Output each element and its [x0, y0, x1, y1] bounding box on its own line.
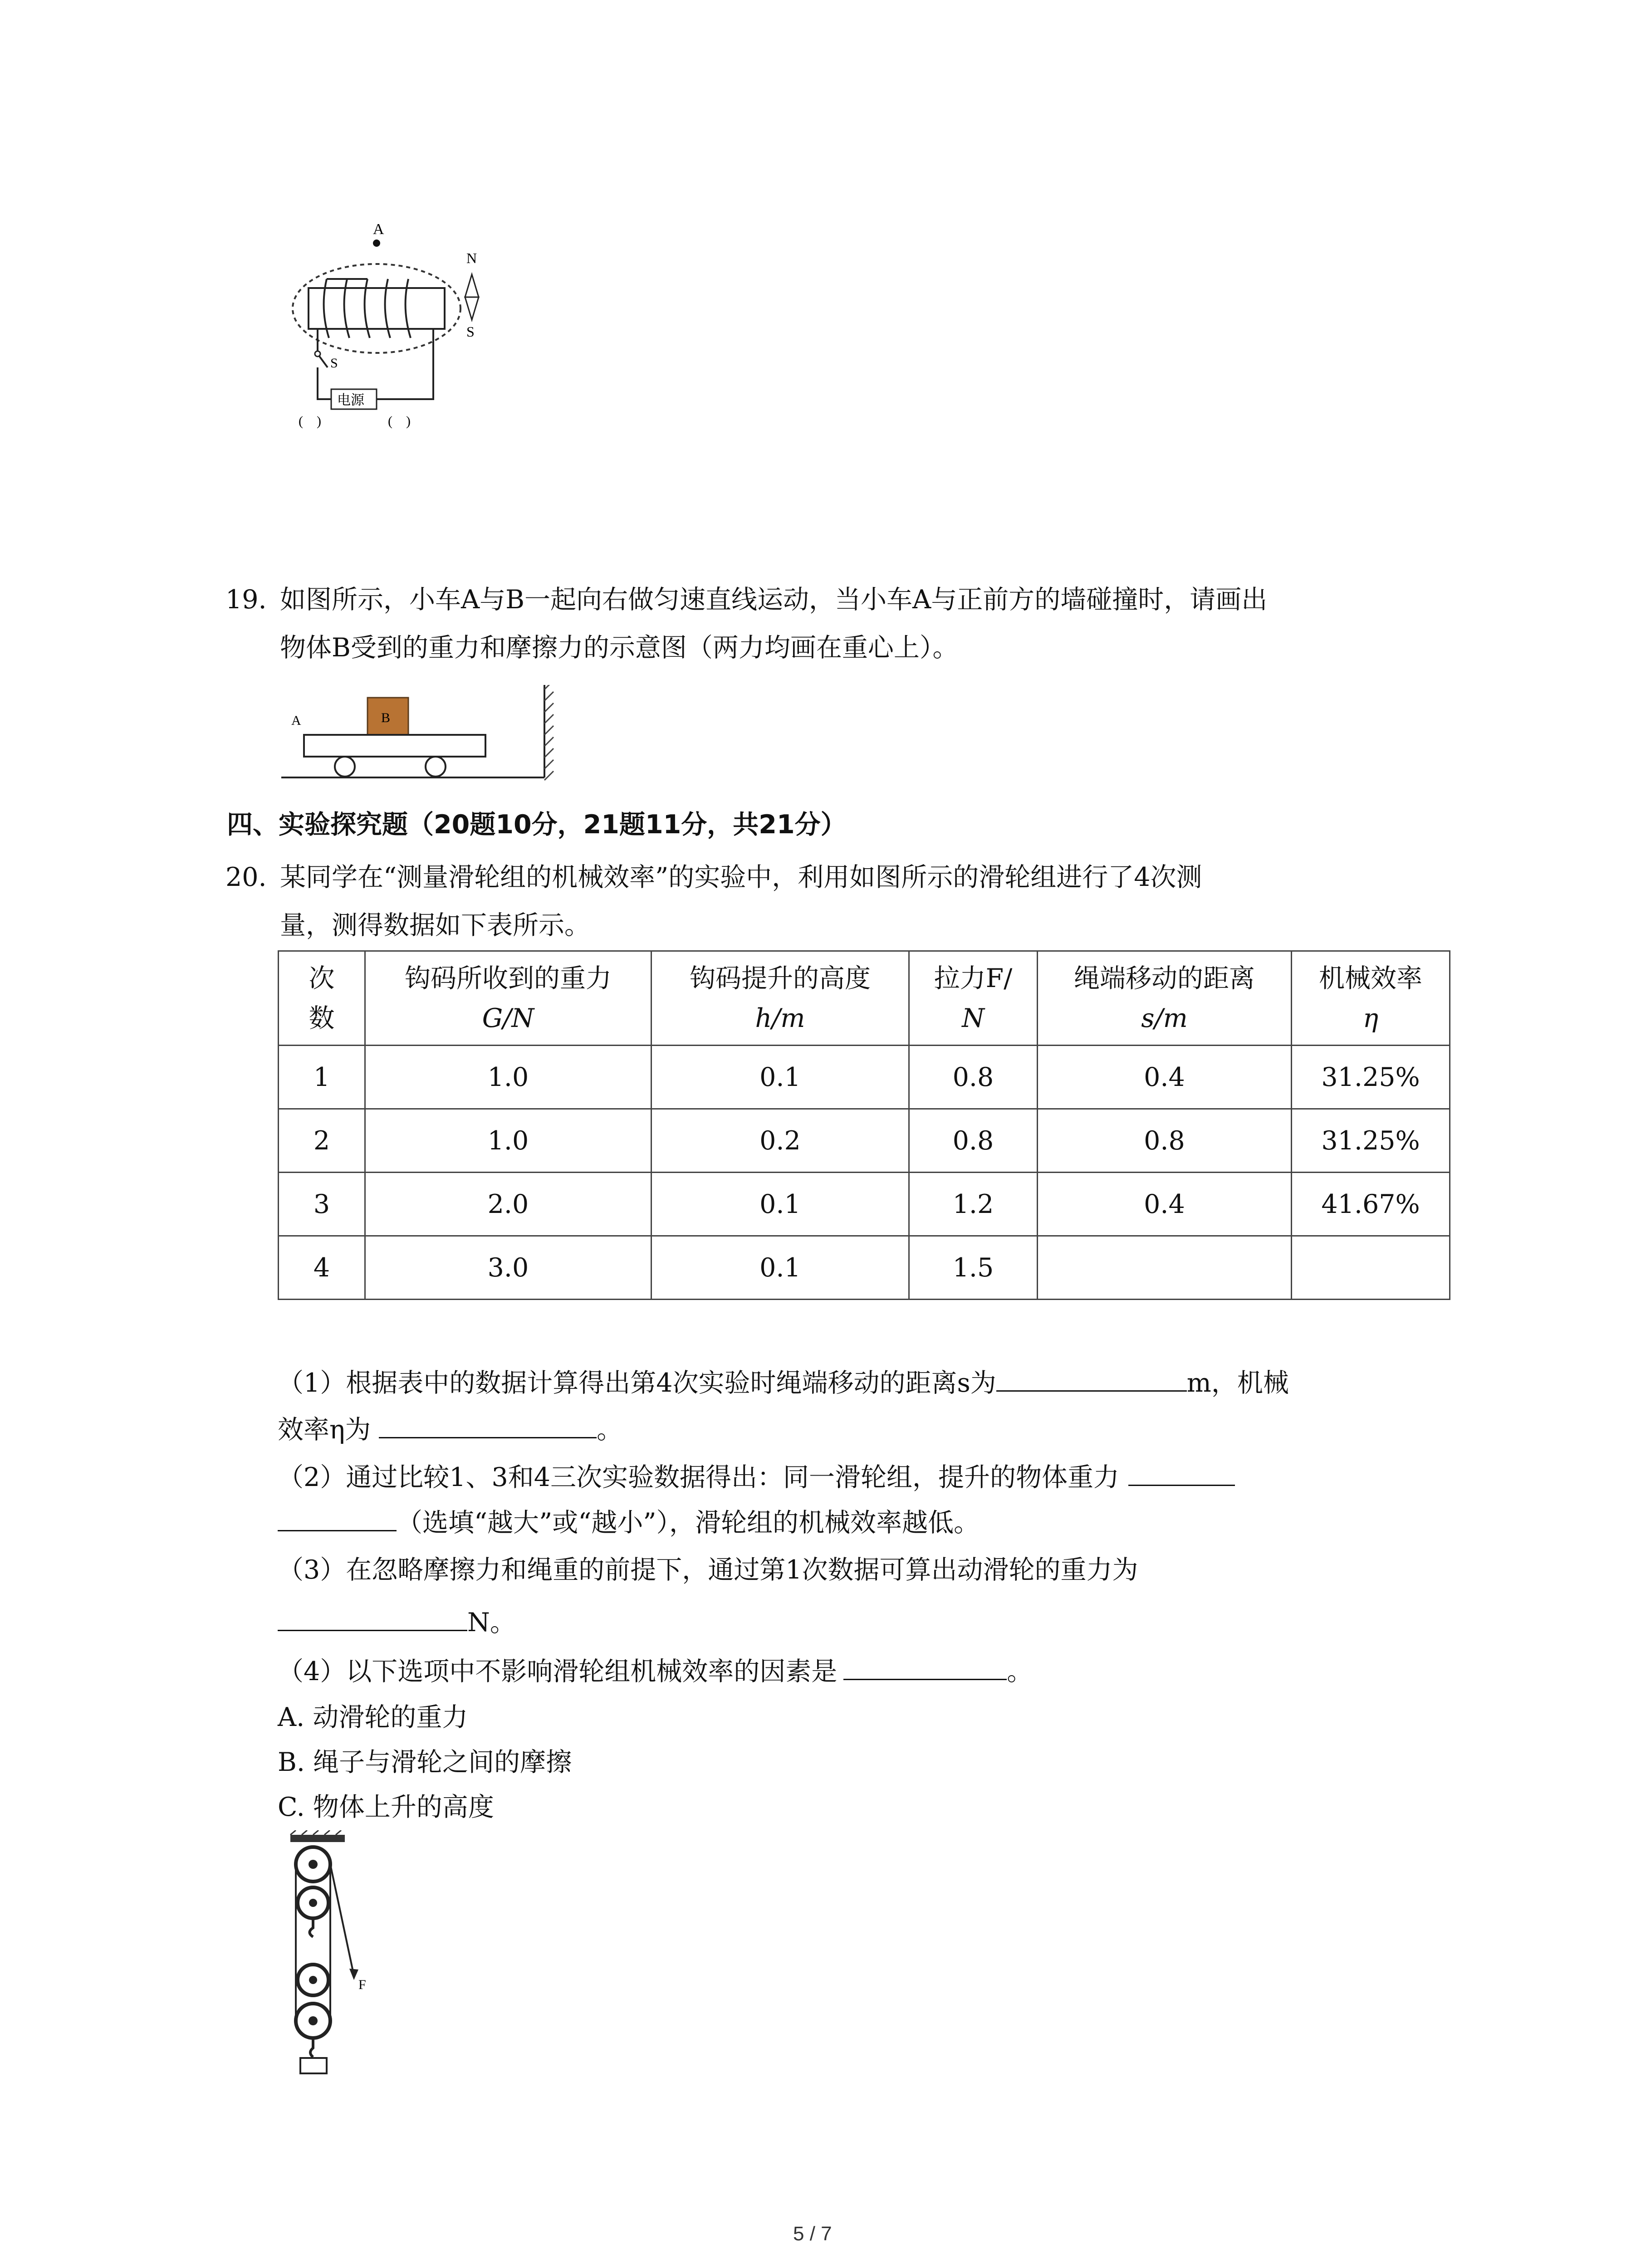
sub2-text: （2）通过比较1、3和4三次实验数据得出：同一滑轮组，提升的物体重力: [278, 1462, 1120, 1492]
electromagnet-figure: [272, 218, 526, 435]
q20-number: 20.: [225, 862, 267, 892]
table-header-row: [279, 951, 1450, 1046]
answer-blank-factor[interactable]: [843, 1647, 1007, 1680]
q20-line2: 量，测得数据如下表所示。: [280, 910, 590, 940]
option-c: C. 物体上升的高度: [278, 1792, 494, 1822]
power-label: 电源: [337, 392, 364, 408]
sub3-unit: N。: [467, 1608, 516, 1637]
q19-number: 19.: [225, 585, 267, 615]
table-cell: 0.4: [1038, 1046, 1292, 1109]
sub1-text: （1）根据表中的数据计算得出第4次实验时绳端移动的距离s为: [278, 1368, 996, 1398]
table-cell: 1.0: [365, 1046, 652, 1109]
sub4-text: （4）以下选项中不影响滑轮组机械效率的因素是: [278, 1657, 838, 1686]
table-cell: 1.2: [909, 1173, 1038, 1236]
q20-sub2-line1: [278, 1453, 1235, 1500]
table-cell: 1: [279, 1046, 365, 1109]
answer-blank-pulley-weight[interactable]: [278, 1598, 467, 1631]
label-a: A: [373, 221, 384, 238]
table-row: [279, 1109, 1450, 1173]
q20-sub1-line2: [278, 1405, 622, 1452]
sub4-end: 。: [1007, 1657, 1033, 1686]
table-cell: [1038, 1236, 1292, 1300]
sub1-unit: m，机械: [1186, 1368, 1289, 1398]
table-row: [279, 1236, 1450, 1300]
answer-blank-weight-a[interactable]: [1128, 1453, 1235, 1486]
q19-line1: 如图所示，小车A与B一起向右做匀速直线运动，当小车A与正前方的墙碰撞时，请画出: [280, 585, 1268, 615]
option-a: A. 动滑轮的重力: [278, 1702, 468, 1732]
header-cell-efficiency: 机械效率 η: [1292, 951, 1450, 1046]
sub1-end: 。: [597, 1415, 623, 1445]
q20-sub2-line2: [278, 1498, 980, 1545]
q19-line2: 物体B受到的重力和摩擦力的示意图（两力均画在重心上）。: [280, 633, 959, 663]
header-cell-force: 拉力F/ N: [909, 951, 1038, 1046]
table-cell: 3.0: [365, 1236, 652, 1300]
q20-sub1-line1: [278, 1359, 1289, 1406]
table-cell: 1.5: [909, 1236, 1038, 1300]
section-4-title: 四、实验探究题（20题10分，21题11分，共21分）: [227, 810, 847, 840]
table-cell: [1292, 1236, 1450, 1300]
answer-blank-weight-b[interactable]: [278, 1498, 397, 1531]
label-n: N: [466, 250, 477, 266]
table-cell: 0.1: [652, 1046, 909, 1109]
table-cell: 31.25%: [1292, 1046, 1450, 1109]
cart-figure: [277, 685, 567, 789]
cart-label-a: A: [291, 713, 301, 728]
table-cell: 0.1: [652, 1236, 909, 1300]
q20-sub3-line1: （3）在忽略摩擦力和绳重的前提下，通过第1次数据可算出动滑轮的重力为: [278, 1555, 1138, 1585]
sub2-text-b: （选填“越大”或“越小”），滑轮组的机械效率越低。: [397, 1508, 980, 1538]
answer-blank-efficiency[interactable]: [379, 1405, 597, 1438]
table-cell: 41.67%: [1292, 1173, 1450, 1236]
table-row: [279, 1046, 1450, 1109]
header-cell-height: 钩码提升的高度 h/m: [652, 951, 909, 1046]
table-cell: 0.8: [909, 1046, 1038, 1109]
table-cell: 1.0: [365, 1109, 652, 1173]
paren-right: ( ): [388, 414, 411, 429]
option-b: B. 绳子与滑轮之间的摩擦: [278, 1747, 572, 1777]
answer-blank-distance[interactable]: [996, 1359, 1187, 1392]
q20-sub4: [278, 1647, 1033, 1694]
table-cell: 3: [279, 1173, 365, 1236]
header-cell-distance: 绳端移动的距离 s/m: [1038, 951, 1292, 1046]
sub1-efficiency-text: 效率η为: [278, 1415, 371, 1445]
q20-line1: 某同学在“测量滑轮组的机械效率”的实验中，利用如图所示的滑轮组进行了4次测: [280, 862, 1202, 892]
paren-left: ( ): [299, 414, 321, 429]
table-cell: 31.25%: [1292, 1109, 1450, 1173]
table-cell: 2.0: [365, 1173, 652, 1236]
force-label-f: F: [358, 1977, 366, 1992]
header-cell-weight: 钩码所收到的重力 G/N: [365, 951, 652, 1046]
label-switch: S: [330, 356, 338, 371]
block-label-b: B: [381, 710, 391, 725]
q20-sub3-line2: [278, 1598, 516, 1645]
table-cell: 0.8: [909, 1109, 1038, 1173]
label-s-needle: S: [466, 323, 475, 340]
table-cell: 0.1: [652, 1173, 909, 1236]
table-cell: 0.4: [1038, 1173, 1292, 1236]
table-cell: 0.2: [652, 1109, 909, 1173]
table-row: [279, 1173, 1450, 1236]
page-number: 5 / 7: [793, 2223, 832, 2245]
header-cell-times: 次 数: [279, 951, 365, 1046]
pulley-figure: [263, 1830, 399, 2080]
table-cell: 4: [279, 1236, 365, 1300]
table-cell: 0.8: [1038, 1109, 1292, 1173]
table-cell: 2: [279, 1109, 365, 1173]
data-table: [278, 950, 1450, 1300]
